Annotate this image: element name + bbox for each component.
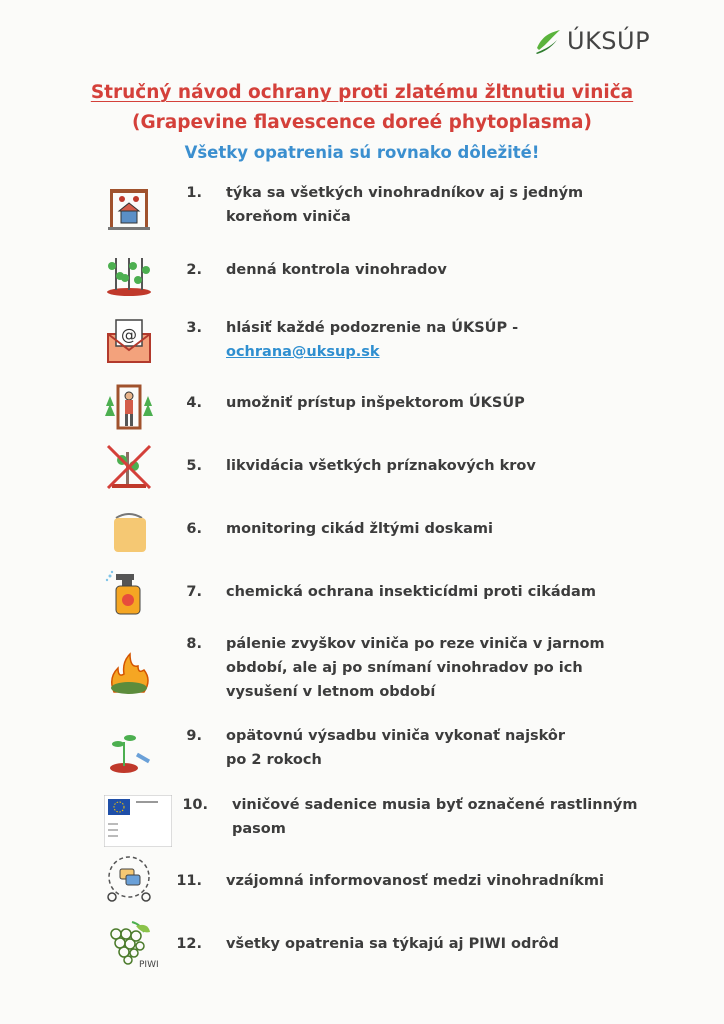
piwi-label: PIWI xyxy=(139,960,159,970)
item-line: viničové sadenice musia byť označené rastlinným xyxy=(232,797,638,813)
item-number: 6. xyxy=(186,521,202,537)
item-line: likvidácia všetkých príznakových krov xyxy=(226,458,536,474)
item-number: 4. xyxy=(186,395,202,411)
item-text xyxy=(226,869,646,893)
email-link[interactable]: ochrana@uksup.sk xyxy=(226,344,380,360)
item-text xyxy=(226,316,646,364)
item-line: pálenie zvyškov viniča po reze viniča v jarnom xyxy=(226,636,605,652)
seedling-trowel-icon xyxy=(104,726,154,776)
vineyard-house-icon xyxy=(104,183,154,233)
item-line: chemická ochrana insekticídmi proti cikádam xyxy=(226,584,596,600)
item-text xyxy=(226,724,646,772)
people-communication-icon xyxy=(104,855,154,905)
vine-rows-icon xyxy=(104,248,154,298)
item-text xyxy=(226,517,646,541)
item-line: všetky opatrenia sa týkajú aj PIWI odrôd xyxy=(226,936,559,952)
item-number: 12. xyxy=(176,936,202,952)
item-line: týka sa všetkých vinohradníkov aj s jedným xyxy=(226,185,584,201)
item-number: 3. xyxy=(186,320,202,336)
item-line: koreňom viniča xyxy=(226,209,351,225)
item-number: 8. xyxy=(186,636,202,652)
item-line: opätovnú výsadbu viniča vykonať najskôr xyxy=(226,728,566,744)
item-line: umožniť prístup inšpektorom ÚKSÚP xyxy=(226,395,525,411)
item-text xyxy=(226,391,646,415)
plant-passport-icon xyxy=(104,795,172,847)
item-number: 7. xyxy=(186,584,202,600)
item-line: hlásiť každé podozrenie na ÚKSÚP - xyxy=(226,320,519,336)
svg-text:@: @ xyxy=(121,325,137,344)
item-number: 5. xyxy=(186,458,202,474)
page-title: Stručný návod ochrany proti zlatému žltnutiu viniča xyxy=(90,82,634,103)
logo-text: ÚKSÚP xyxy=(567,27,651,55)
page-subtitle: (Grapevine flavescence doreé phytoplasma) xyxy=(132,112,592,133)
burning-bush-icon xyxy=(104,648,154,698)
item-line: monitoring cikád žltými doskami xyxy=(226,521,493,537)
spray-bottle-icon xyxy=(104,568,154,618)
item-line: období, ale aj po snímaní vinohradov po ich xyxy=(226,660,583,676)
item-text xyxy=(226,454,646,478)
item-number: 10. xyxy=(182,797,208,813)
item-line: denná kontrola vinohradov xyxy=(226,262,447,278)
leaf-logo-icon xyxy=(533,26,563,56)
item-number: 2. xyxy=(186,262,202,278)
item-line: vzájomná informovanosť medzi vinohradníkmi xyxy=(226,873,604,889)
yellow-trap-icon xyxy=(104,508,154,558)
uksup-logo xyxy=(533,26,650,56)
item-line: vysušení v letnom období xyxy=(226,684,436,700)
email-envelope-icon xyxy=(104,316,154,366)
item-text xyxy=(226,932,646,956)
crossed-vine-icon xyxy=(104,442,154,492)
item-text xyxy=(232,793,652,841)
inspector-gate-icon xyxy=(104,382,154,432)
importance-note: Všetky opatrenia sú rovnako dôležité! xyxy=(184,143,540,162)
item-line: po 2 rokoch xyxy=(226,752,322,768)
item-number: 9. xyxy=(186,728,202,744)
item-number: 1. xyxy=(186,185,202,201)
item-text xyxy=(226,580,646,604)
item-text xyxy=(226,632,646,704)
item-line: pasom xyxy=(232,821,286,837)
item-number: 11. xyxy=(176,873,202,889)
item-text xyxy=(226,181,646,229)
item-text xyxy=(226,258,646,282)
